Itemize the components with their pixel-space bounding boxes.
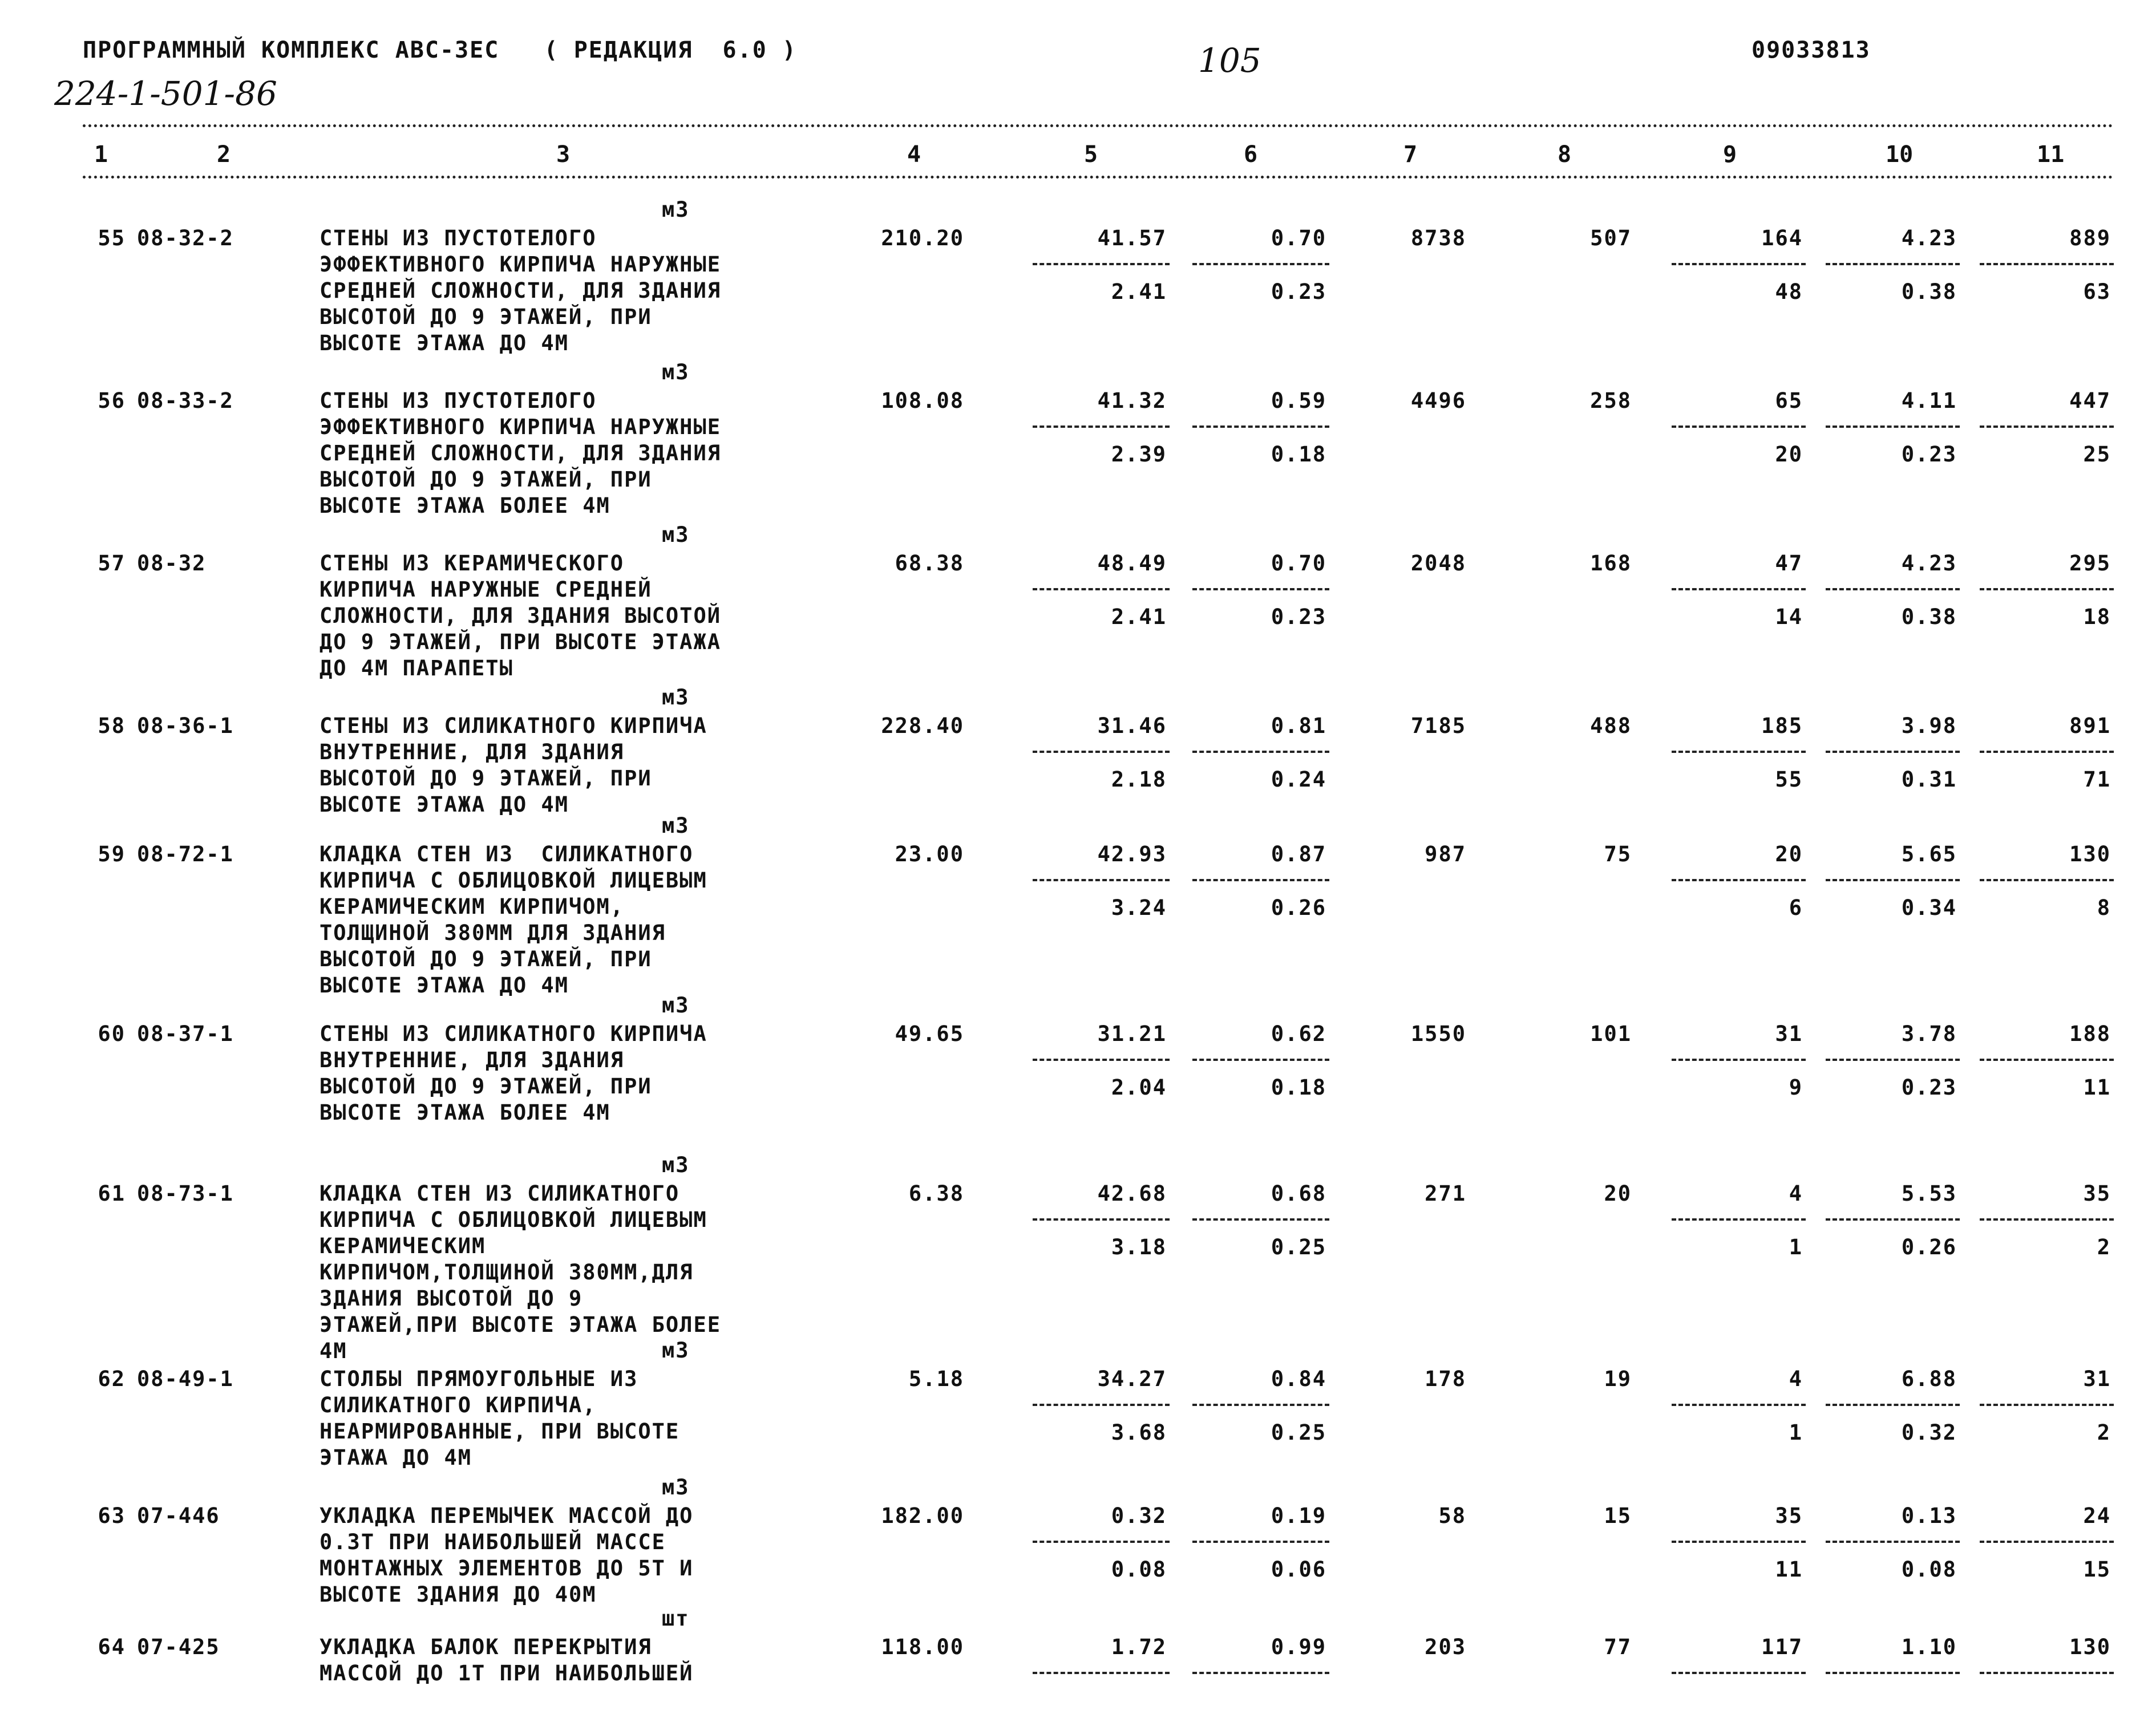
unit-label: м3 (662, 813, 690, 838)
machine-cost-value: 117 (1761, 1635, 1803, 1659)
total-wage-value: 488 (1590, 714, 1632, 738)
row-number: 62 (98, 1367, 126, 1391)
labor-total-fraction-rule (1980, 1404, 2114, 1406)
rate-code: 07-446 (137, 1504, 220, 1528)
row-number: 63 (98, 1504, 126, 1528)
rate-code: 08-33-2 (137, 388, 234, 413)
labor-per-unit-value: 5.65 (1901, 842, 1957, 866)
labor-per-unit-fraction-rule (1826, 1672, 1960, 1674)
work-description-line: СИЛИКАТНОГО КИРПИЧА, (319, 1393, 597, 1417)
header-top-rule (83, 124, 2114, 127)
labor-total-value: 130 (2069, 1635, 2111, 1659)
wage-cost-value: 0.19 (1271, 1504, 1326, 1528)
labor-per-unit-subvalue: 0.23 (1901, 442, 1957, 467)
work-description-line: ВЫСОТОЙ ДО 9 ЭТАЖЕЙ, ПРИ (319, 467, 652, 492)
total-wage-value: 75 (1604, 842, 1632, 866)
total-wage-value: 20 (1604, 1181, 1632, 1206)
work-description-line: СТОЛБЫ ПРЯМОУГОЛЬНЫЕ ИЗ (319, 1367, 638, 1391)
col-header-3: 3 (556, 141, 571, 168)
unit-cost-subvalue: 2.41 (1111, 279, 1167, 304)
machine-cost-value: 164 (1761, 226, 1803, 250)
labor-per-unit-value: 4.11 (1901, 388, 1957, 413)
rate-code: 07-425 (137, 1635, 220, 1659)
labor-per-unit-fraction-rule (1826, 1218, 1960, 1221)
work-description-line: ВНУТРЕННИЕ, ДЛЯ ЗДАНИЯ (319, 740, 625, 764)
machine-cost-fraction-rule (1672, 426, 1806, 428)
labor-per-unit-subvalue: 0.31 (1901, 767, 1957, 792)
machine-cost-value: 20 (1775, 842, 1803, 866)
col-header-10: 10 (1886, 141, 1914, 168)
machine-cost-fraction-rule (1672, 1059, 1806, 1061)
work-description-line: СТЕНЫ ИЗ СИЛИКАТНОГО КИРПИЧА (319, 1022, 707, 1046)
unit-cost-value: 0.32 (1111, 1504, 1167, 1528)
rate-code: 08-37-1 (137, 1022, 234, 1046)
project-number: 224-1-501-86 (54, 74, 277, 113)
labor-per-unit-subvalue: 0.23 (1901, 1075, 1957, 1100)
labor-per-unit-value: 5.53 (1901, 1181, 1957, 1206)
machine-cost-fraction-rule (1672, 1672, 1806, 1674)
total-cost-value: 8738 (1410, 226, 1466, 250)
unit-label: м3 (662, 685, 690, 710)
machine-cost-fraction-rule (1672, 879, 1806, 881)
work-description-line: ЭФФЕКТИВНОГО КИРПИЧА НАРУЖНЫЕ (319, 252, 722, 277)
work-description-line: ЗДАНИЯ ВЫСОТОЙ ДО 9 (319, 1286, 583, 1311)
labor-per-unit-value: 4.23 (1901, 551, 1957, 576)
labor-total-value: 889 (2069, 226, 2111, 250)
labor-total-value: 35 (2083, 1181, 2111, 1206)
wage-cost-value: 0.68 (1271, 1181, 1326, 1206)
total-cost-value: 987 (1425, 842, 1466, 866)
work-description-line: СРЕДНЕЙ СЛОЖНОСТИ, ДЛЯ ЗДАНИЯ (319, 441, 722, 465)
machine-cost-value: 65 (1775, 388, 1803, 413)
unit-cost-subvalue: 3.18 (1111, 1235, 1167, 1259)
labor-per-unit-value: 1.10 (1901, 1635, 1957, 1659)
labor-total-fraction-rule (1980, 263, 2114, 265)
unit-cost-subvalue: 2.39 (1111, 442, 1167, 467)
labor-per-unit-fraction-rule (1826, 263, 1960, 265)
work-description-line: 0.3Т ПРИ НАИБОЛЬШЕЙ МАССЕ (319, 1530, 666, 1554)
unit-label: м3 (662, 522, 690, 547)
labor-total-subvalue: 71 (2083, 767, 2111, 792)
labor-per-unit-subvalue: 0.32 (1901, 1420, 1957, 1445)
work-description-line: СЛОЖНОСТИ, ДЛЯ ЗДАНИЯ ВЫСОТОЙ (319, 603, 722, 628)
work-description-line: СТЕНЫ ИЗ СИЛИКАТНОГО КИРПИЧА (319, 714, 707, 738)
total-wage-value: 101 (1590, 1022, 1632, 1046)
labor-total-fraction-rule (1980, 426, 2114, 428)
wage-cost-fraction-rule (1192, 588, 1329, 590)
wage-cost-subvalue: 0.18 (1271, 1075, 1326, 1100)
wage-cost-subvalue: 0.06 (1271, 1557, 1326, 1582)
labor-per-unit-subvalue: 0.26 (1901, 1235, 1957, 1259)
rate-code: 08-32-2 (137, 226, 234, 250)
work-description-line: КИРПИЧОМ,ТОЛЩИНОЙ 380ММ,ДЛЯ (319, 1260, 694, 1285)
rate-code: 08-32 (137, 551, 207, 576)
quantity-value: 49.65 (895, 1022, 964, 1046)
work-description-line: СТЕНЫ ИЗ ПУСТОТЕЛОГО (319, 226, 597, 250)
labor-total-fraction-rule (1980, 1672, 2114, 1674)
work-description-line: КЕРАМИЧЕСКИМ КИРПИЧОМ, (319, 894, 625, 919)
labor-per-unit-fraction-rule (1826, 1404, 1960, 1406)
labor-total-value: 188 (2069, 1022, 2111, 1046)
quantity-value: 5.18 (908, 1367, 964, 1391)
work-description-line: ЭТАЖА ДО 4М (319, 1445, 472, 1470)
unit-cost-fraction-rule (1033, 879, 1170, 881)
unit-cost-fraction-rule (1033, 1218, 1170, 1221)
labor-total-subvalue: 18 (2083, 605, 2111, 629)
unit-label: м3 (662, 1338, 690, 1363)
labor-per-unit-value: 6.88 (1901, 1367, 1957, 1391)
wage-cost-value: 0.81 (1271, 714, 1326, 738)
work-description-line: ДО 4М ПАРАПЕТЫ (319, 656, 513, 680)
work-description-line: ВЫСОТОЙ ДО 9 ЭТАЖЕЙ, ПРИ (319, 766, 652, 791)
page-number: 105 (1198, 41, 1261, 80)
labor-per-unit-value: 4.23 (1901, 226, 1957, 250)
labor-per-unit-subvalue: 0.38 (1901, 605, 1957, 629)
row-number: 55 (98, 226, 126, 250)
machine-cost-subvalue: 1 (1789, 1420, 1803, 1445)
unit-cost-value: 34.27 (1097, 1367, 1167, 1391)
wage-cost-subvalue: 0.23 (1271, 605, 1326, 629)
labor-total-subvalue: 63 (2083, 279, 2111, 304)
unit-label: шт (662, 1606, 690, 1631)
unit-cost-subvalue: 2.04 (1111, 1075, 1167, 1100)
work-description-line: ВЫСОТОЙ ДО 9 ЭТАЖЕЙ, ПРИ (319, 305, 652, 329)
total-cost-value: 1550 (1410, 1022, 1466, 1046)
work-description-line: МОНТАЖНЫХ ЭЛЕМЕНТОВ ДО 5Т И (319, 1556, 694, 1581)
machine-cost-subvalue: 11 (1775, 1557, 1803, 1582)
unit-cost-subvalue: 2.41 (1111, 605, 1167, 629)
work-description-line: ВЫСОТЕ ЭТАЖА ДО 4М (319, 331, 569, 355)
total-cost-value: 178 (1425, 1367, 1466, 1391)
wage-cost-value: 0.70 (1271, 226, 1326, 250)
work-description-line: МАССОЙ ДО 1Т ПРИ НАИБОЛЬШЕЙ (319, 1661, 694, 1685)
work-description-line: ЭФФЕКТИВНОГО КИРПИЧА НАРУЖНЫЕ (319, 415, 722, 439)
unit-cost-subvalue: 3.68 (1111, 1420, 1167, 1445)
labor-total-fraction-rule (1980, 588, 2114, 590)
total-wage-value: 77 (1604, 1635, 1632, 1659)
unit-cost-value: 42.93 (1097, 842, 1167, 866)
work-description-line: ВЫСОТЕ ЭТАЖА БОЛЕЕ 4М (319, 1100, 610, 1125)
total-wage-value: 258 (1590, 388, 1632, 413)
work-description-line: КИРПИЧА С ОБЛИЦОВКОЙ ЛИЦЕВЫМ (319, 1208, 707, 1232)
total-wage-value: 19 (1604, 1367, 1632, 1391)
row-number: 59 (98, 842, 126, 866)
wage-cost-fraction-rule (1192, 1541, 1329, 1543)
machine-cost-value: 47 (1775, 551, 1803, 576)
col-header-9: 9 (1723, 141, 1737, 168)
work-description-line: ЭТАЖЕЙ,ПРИ ВЫСОТЕ ЭТАЖА БОЛЕЕ (319, 1312, 722, 1337)
unit-cost-fraction-rule (1033, 588, 1170, 590)
program-title: ПРОГРАММНЫЙ КОМПЛЕКС АВС-ЗЕС ( РЕДАКЦИЯ 6.0 ) (83, 37, 797, 63)
labor-per-unit-fraction-rule (1826, 751, 1960, 753)
wage-cost-subvalue: 0.24 (1271, 767, 1326, 792)
wage-cost-value: 0.62 (1271, 1022, 1326, 1046)
labor-per-unit-fraction-rule (1826, 426, 1960, 428)
row-number: 57 (98, 551, 126, 576)
total-cost-value: 203 (1425, 1635, 1466, 1659)
labor-total-value: 891 (2069, 714, 2111, 738)
unit-cost-value: 1.72 (1111, 1635, 1167, 1659)
labor-per-unit-fraction-rule (1826, 1541, 1960, 1543)
unit-label: м3 (662, 197, 690, 222)
unit-cost-subvalue: 2.18 (1111, 767, 1167, 792)
labor-total-value: 130 (2069, 842, 2111, 866)
labor-per-unit-fraction-rule (1826, 588, 1960, 590)
quantity-value: 228.40 (881, 714, 964, 738)
quantity-value: 68.38 (895, 551, 964, 576)
work-description-line: ВЫСОТОЙ ДО 9 ЭТАЖЕЙ, ПРИ (319, 1074, 652, 1099)
col-header-7: 7 (1403, 141, 1418, 168)
labor-per-unit-value: 0.13 (1901, 1504, 1957, 1528)
wage-cost-value: 0.87 (1271, 842, 1326, 866)
work-description-line: ТОЛЩИНОЙ 380ММ ДЛЯ ЗДАНИЯ (319, 921, 666, 945)
quantity-value: 182.00 (881, 1504, 964, 1528)
wage-cost-subvalue: 0.18 (1271, 442, 1326, 467)
work-description-line: СТЕНЫ ИЗ КЕРАМИЧЕСКОГО (319, 551, 625, 576)
unit-label: м3 (662, 1475, 690, 1500)
labor-per-unit-subvalue: 0.38 (1901, 279, 1957, 304)
machine-cost-fraction-rule (1672, 751, 1806, 753)
machine-cost-fraction-rule (1672, 1404, 1806, 1406)
document-code: 09033813 (1752, 37, 1871, 63)
wage-cost-fraction-rule (1192, 263, 1329, 265)
machine-cost-subvalue: 14 (1775, 605, 1803, 629)
labor-per-unit-value: 3.78 (1901, 1022, 1957, 1046)
labor-per-unit-subvalue: 0.34 (1901, 896, 1957, 920)
unit-label: м3 (662, 360, 690, 384)
work-description-line: ВЫСОТЕ ЗДАНИЯ ДО 40М (319, 1582, 597, 1607)
rate-code: 08-72-1 (137, 842, 234, 866)
unit-cost-subvalue: 0.08 (1111, 1557, 1167, 1582)
labor-total-fraction-rule (1980, 751, 2114, 753)
unit-cost-subvalue: 3.24 (1111, 896, 1167, 920)
work-description-line: ВЫСОТЕ ЭТАЖА БОЛЕЕ 4М (319, 493, 610, 518)
rate-code: 08-73-1 (137, 1181, 234, 1206)
work-description-line: УКЛАДКА БАЛОК ПЕРЕКРЫТИЯ (319, 1635, 652, 1659)
labor-total-value: 31 (2083, 1367, 2111, 1391)
unit-cost-value: 41.32 (1097, 388, 1167, 413)
col-header-4: 4 (907, 141, 921, 168)
col-header-5: 5 (1084, 141, 1098, 168)
unit-cost-value: 31.21 (1097, 1022, 1167, 1046)
col-header-8: 8 (1558, 141, 1572, 168)
quantity-value: 108.08 (881, 388, 964, 413)
labor-per-unit-value: 3.98 (1901, 714, 1957, 738)
wage-cost-fraction-rule (1192, 1218, 1329, 1221)
machine-cost-subvalue: 20 (1775, 442, 1803, 467)
labor-total-value: 447 (2069, 388, 2111, 413)
labor-per-unit-fraction-rule (1826, 1059, 1960, 1061)
work-description-line: НЕАРМИРОВАННЫЕ, ПРИ ВЫСОТЕ (319, 1419, 680, 1444)
unit-cost-fraction-rule (1033, 263, 1170, 265)
machine-cost-value: 31 (1775, 1022, 1803, 1046)
wage-cost-subvalue: 0.25 (1271, 1420, 1326, 1445)
unit-cost-fraction-rule (1033, 1541, 1170, 1543)
wage-cost-value: 0.70 (1271, 551, 1326, 576)
col-header-2: 2 (217, 141, 231, 168)
work-description-line: ВЫСОТОЙ ДО 9 ЭТАЖЕЙ, ПРИ (319, 947, 652, 971)
work-description-line: КЛАДКА СТЕН ИЗ СИЛИКАТНОГО (319, 1181, 680, 1206)
wage-cost-subvalue: 0.23 (1271, 279, 1326, 304)
unit-cost-fraction-rule (1033, 1404, 1170, 1406)
row-number: 60 (98, 1022, 126, 1046)
work-description-line: СТЕНЫ ИЗ ПУСТОТЕЛОГО (319, 388, 597, 413)
labor-total-fraction-rule (1980, 879, 2114, 881)
machine-cost-value: 185 (1761, 714, 1803, 738)
labor-per-unit-subvalue: 0.08 (1901, 1557, 1957, 1582)
quantity-value: 118.00 (881, 1635, 964, 1659)
labor-total-subvalue: 25 (2083, 442, 2111, 467)
machine-cost-fraction-rule (1672, 263, 1806, 265)
wage-cost-subvalue: 0.26 (1271, 896, 1326, 920)
total-cost-value: 58 (1438, 1504, 1466, 1528)
work-description-line: 4М (319, 1339, 347, 1363)
labor-total-fraction-rule (1980, 1218, 2114, 1221)
col-header-11: 11 (2037, 141, 2065, 168)
machine-cost-subvalue: 48 (1775, 279, 1803, 304)
unit-label: м3 (662, 1153, 690, 1177)
labor-total-subvalue: 8 (2097, 896, 2111, 920)
labor-per-unit-fraction-rule (1826, 879, 1960, 881)
work-description-line: ВЫСОТЕ ЭТАЖА ДО 4М (319, 973, 569, 998)
machine-cost-subvalue: 55 (1775, 767, 1803, 792)
wage-cost-value: 0.59 (1271, 388, 1326, 413)
wage-cost-value: 0.99 (1271, 1635, 1326, 1659)
total-wage-value: 15 (1604, 1504, 1632, 1528)
unit-cost-value: 41.57 (1097, 226, 1167, 250)
machine-cost-fraction-rule (1672, 588, 1806, 590)
wage-cost-fraction-rule (1192, 1672, 1329, 1674)
row-number: 64 (98, 1635, 126, 1659)
machine-cost-value: 35 (1775, 1504, 1803, 1528)
col-header-6: 6 (1244, 141, 1258, 168)
wage-cost-fraction-rule (1192, 879, 1329, 881)
row-number: 58 (98, 714, 126, 738)
labor-total-subvalue: 2 (2097, 1235, 2111, 1259)
unit-cost-fraction-rule (1033, 1059, 1170, 1061)
quantity-value: 210.20 (881, 226, 964, 250)
labor-total-subvalue: 2 (2097, 1420, 2111, 1445)
total-wage-value: 507 (1590, 226, 1632, 250)
unit-cost-fraction-rule (1033, 751, 1170, 753)
unit-label: м3 (662, 993, 690, 1018)
wage-cost-fraction-rule (1192, 1404, 1329, 1406)
total-cost-value: 4496 (1410, 388, 1466, 413)
unit-cost-value: 42.68 (1097, 1181, 1167, 1206)
wage-cost-fraction-rule (1192, 426, 1329, 428)
machine-cost-value: 4 (1789, 1367, 1803, 1391)
machine-cost-fraction-rule (1672, 1218, 1806, 1221)
labor-total-fraction-rule (1980, 1059, 2114, 1061)
work-description-line: КИРПИЧА С ОБЛИЦОВКОЙ ЛИЦЕВЫМ (319, 868, 707, 893)
labor-total-subvalue: 11 (2083, 1075, 2111, 1100)
labor-total-value: 24 (2083, 1504, 2111, 1528)
work-description-line: СРЕДНЕЙ СЛОЖНОСТИ, ДЛЯ ЗДАНИЯ (319, 278, 722, 303)
quantity-value: 6.38 (908, 1181, 964, 1206)
work-description-line: ВЫСОТЕ ЭТАЖА ДО 4М (319, 792, 569, 817)
quantity-value: 23.00 (895, 842, 964, 866)
unit-cost-value: 31.46 (1097, 714, 1167, 738)
work-description-line: КИРПИЧА НАРУЖНЫЕ СРЕДНЕЙ (319, 577, 652, 602)
row-number: 61 (98, 1181, 126, 1206)
wage-cost-fraction-rule (1192, 751, 1329, 753)
labor-total-fraction-rule (1980, 1541, 2114, 1543)
total-cost-value: 7185 (1410, 714, 1466, 738)
wage-cost-subvalue: 0.25 (1271, 1235, 1326, 1259)
unit-cost-fraction-rule (1033, 1672, 1170, 1674)
header-bottom-rule (83, 176, 2114, 179)
work-description-line: КЛАДКА СТЕН ИЗ СИЛИКАТНОГО (319, 842, 694, 866)
work-description-line: УКЛАДКА ПЕРЕМЫЧЕК МАССОЙ ДО (319, 1504, 694, 1528)
unit-cost-fraction-rule (1033, 426, 1170, 428)
machine-cost-subvalue: 1 (1789, 1235, 1803, 1259)
machine-cost-value: 4 (1789, 1181, 1803, 1206)
rate-code: 08-36-1 (137, 714, 234, 738)
machine-cost-fraction-rule (1672, 1541, 1806, 1543)
total-wage-value: 168 (1590, 551, 1632, 576)
total-cost-value: 2048 (1410, 551, 1466, 576)
machine-cost-subvalue: 9 (1789, 1075, 1803, 1100)
rate-code: 08-49-1 (137, 1367, 234, 1391)
labor-total-value: 295 (2069, 551, 2111, 576)
work-description-line: ВНУТРЕННИЕ, ДЛЯ ЗДАНИЯ (319, 1048, 625, 1072)
machine-cost-subvalue: 6 (1789, 896, 1803, 920)
row-number: 56 (98, 388, 126, 413)
work-description-line: КЕРАМИЧЕСКИМ (319, 1234, 486, 1258)
wage-cost-fraction-rule (1192, 1059, 1329, 1061)
col-header-1: 1 (94, 141, 108, 168)
labor-total-subvalue: 15 (2083, 1557, 2111, 1582)
total-cost-value: 271 (1425, 1181, 1466, 1206)
unit-cost-value: 48.49 (1097, 551, 1167, 576)
wage-cost-value: 0.84 (1271, 1367, 1326, 1391)
work-description-line: ДО 9 ЭТАЖЕЙ, ПРИ ВЫСОТЕ ЭТАЖА (319, 630, 722, 654)
